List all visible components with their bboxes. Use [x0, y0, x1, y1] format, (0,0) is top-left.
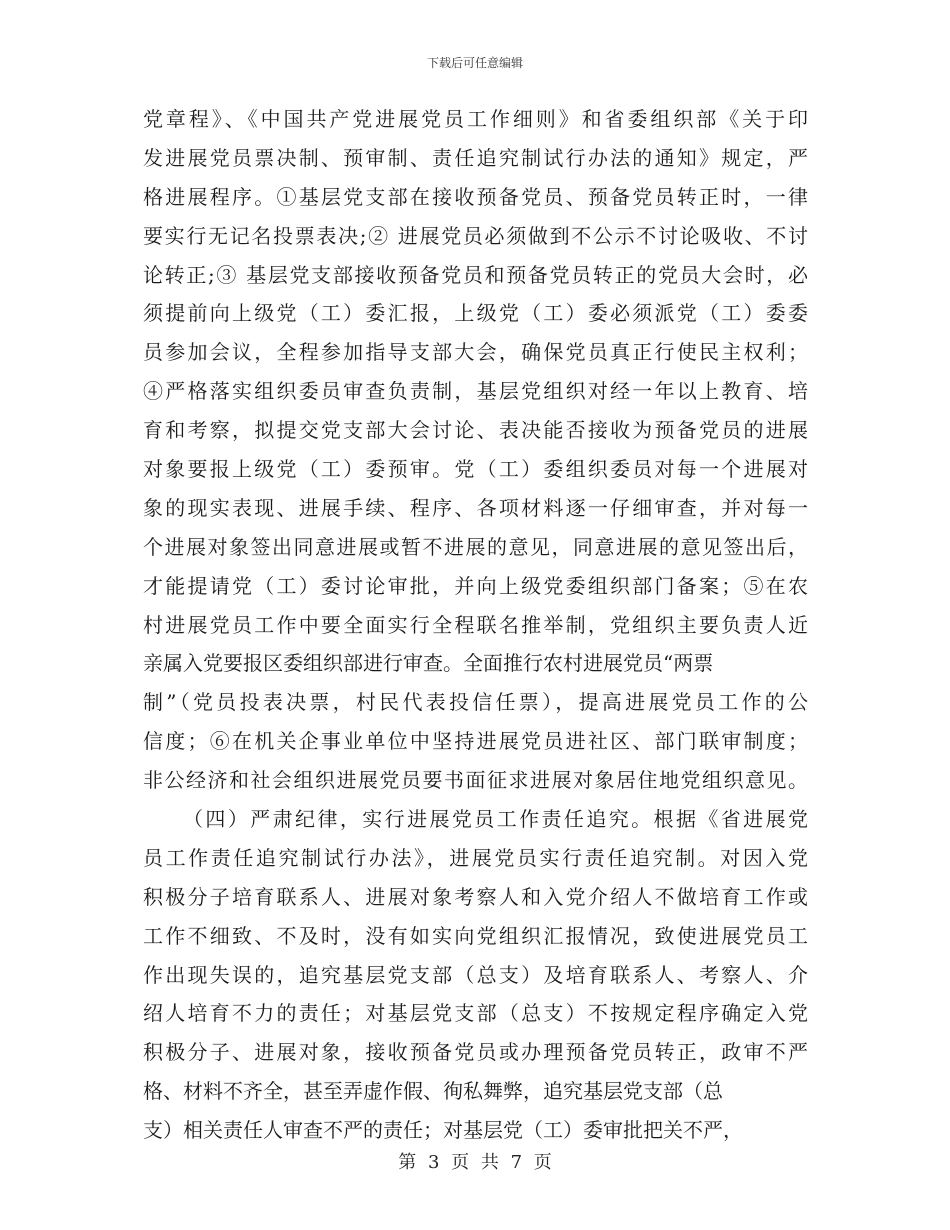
body-line: 积极分子、进展对象，接收预备党员或办理预备党员转正，政审不严 — [143, 1040, 808, 1065]
body-line: 员工作责任追究制试行办法》，进展党员实行责任追究制。对因入党 — [143, 845, 808, 870]
body-line: 员参加会议，全程参加指导支部大会，确保党员真正行使民主权利； — [143, 340, 808, 365]
body-line: 信度；⑥在机关企事业单位中坚持进展党员进社区、部门联审制度； — [143, 729, 808, 754]
body-line: 亲属入党要报区委组织部进行审查。全面推行农村进展党员“两票 — [143, 651, 714, 676]
body-line: 个进展对象签出同意进展或暂不进展的意见，同意进展的意见签出后， — [143, 534, 808, 559]
body-line: 村进展党员工作中要全面实行全程联名推举制，党组织主要负责人近 — [143, 612, 808, 637]
body-line: 非公经济和社会组织进展党员要书面征求进展对象居住地党组织意见。 — [143, 768, 808, 793]
body-line: 象的现实表现、进展手续、程序、各项材料逐一仔细审查，并对每一 — [143, 495, 808, 520]
body-line: 格、材料不齐全，甚至弄虚作假、徇私舞弊，追究基层党支部（总 — [143, 1079, 723, 1104]
body-line: 格进展程序。①基层党支部在接收预备党员、预备党员转正时，一律 — [143, 184, 808, 209]
body-line: 须提前向上级党（工）委汇报，上级党（工）委必须派党（工）委委 — [143, 301, 808, 326]
body-line: 要实行无记名投票表决;② 进展党员必须做到不公示不讨论吸收、不讨 — [143, 223, 808, 248]
body-line: 工作不细致、不及时，没有如实向党组织汇报情况，致使进展党员工 — [143, 923, 808, 948]
body-line: ④严格落实组织委员审查负责制，基层党组织对经一年以上教育、培 — [143, 379, 808, 404]
body-line: 对象要报上级党（工）委预审。党（工）委组织委员对每一个进展对 — [143, 457, 808, 482]
body-line: 支）相关责任人审查不严的责任；对基层党（工）委审批把关不严， — [143, 1118, 743, 1143]
body-line: 制”（党员投表决票，村民代表投信任票），提高进展党员工作的公 — [143, 690, 808, 715]
page-header-note: 下载后可任意编辑 — [426, 56, 523, 70]
document-body — [143, 100, 808, 1150]
body-line: 党章程》、《中国共产党进展党员工作细则》和省委组织部《关于印 — [143, 107, 808, 131]
body-line: 积极分子培育联系人、进展对象考察人和入党介绍人不做培育工作或 — [143, 884, 808, 909]
body-line: 育和考察，拟提交党支部大会讨论、表决能否接收为预备党员的进展 — [143, 418, 808, 443]
body-line: 才能提请党（工）委讨论审批，并向上级党委组织部门备案；⑤在农 — [143, 573, 808, 598]
body-line: 论转正;③ 基层党支部接收预备党员和预备党员转正的党员大会时，必 — [143, 262, 808, 287]
body-line: 作出现失误的，追究基层党支部（总支）及培育联系人、考察人、介 — [143, 962, 808, 987]
page-number: 第 3 页 共 7 页 — [398, 1152, 552, 1173]
body-line: （四）严肃纪律，实行进展党员工作责任追究。根据《省进展党 — [183, 807, 808, 832]
body-line: 绍人培育不力的责任；对基层党支部（总支）不按规定程序确定入党 — [143, 1001, 808, 1026]
body-line: 发进展党员票决制、预审制、责任追究制试行办法的通知》规定，严 — [143, 145, 808, 170]
